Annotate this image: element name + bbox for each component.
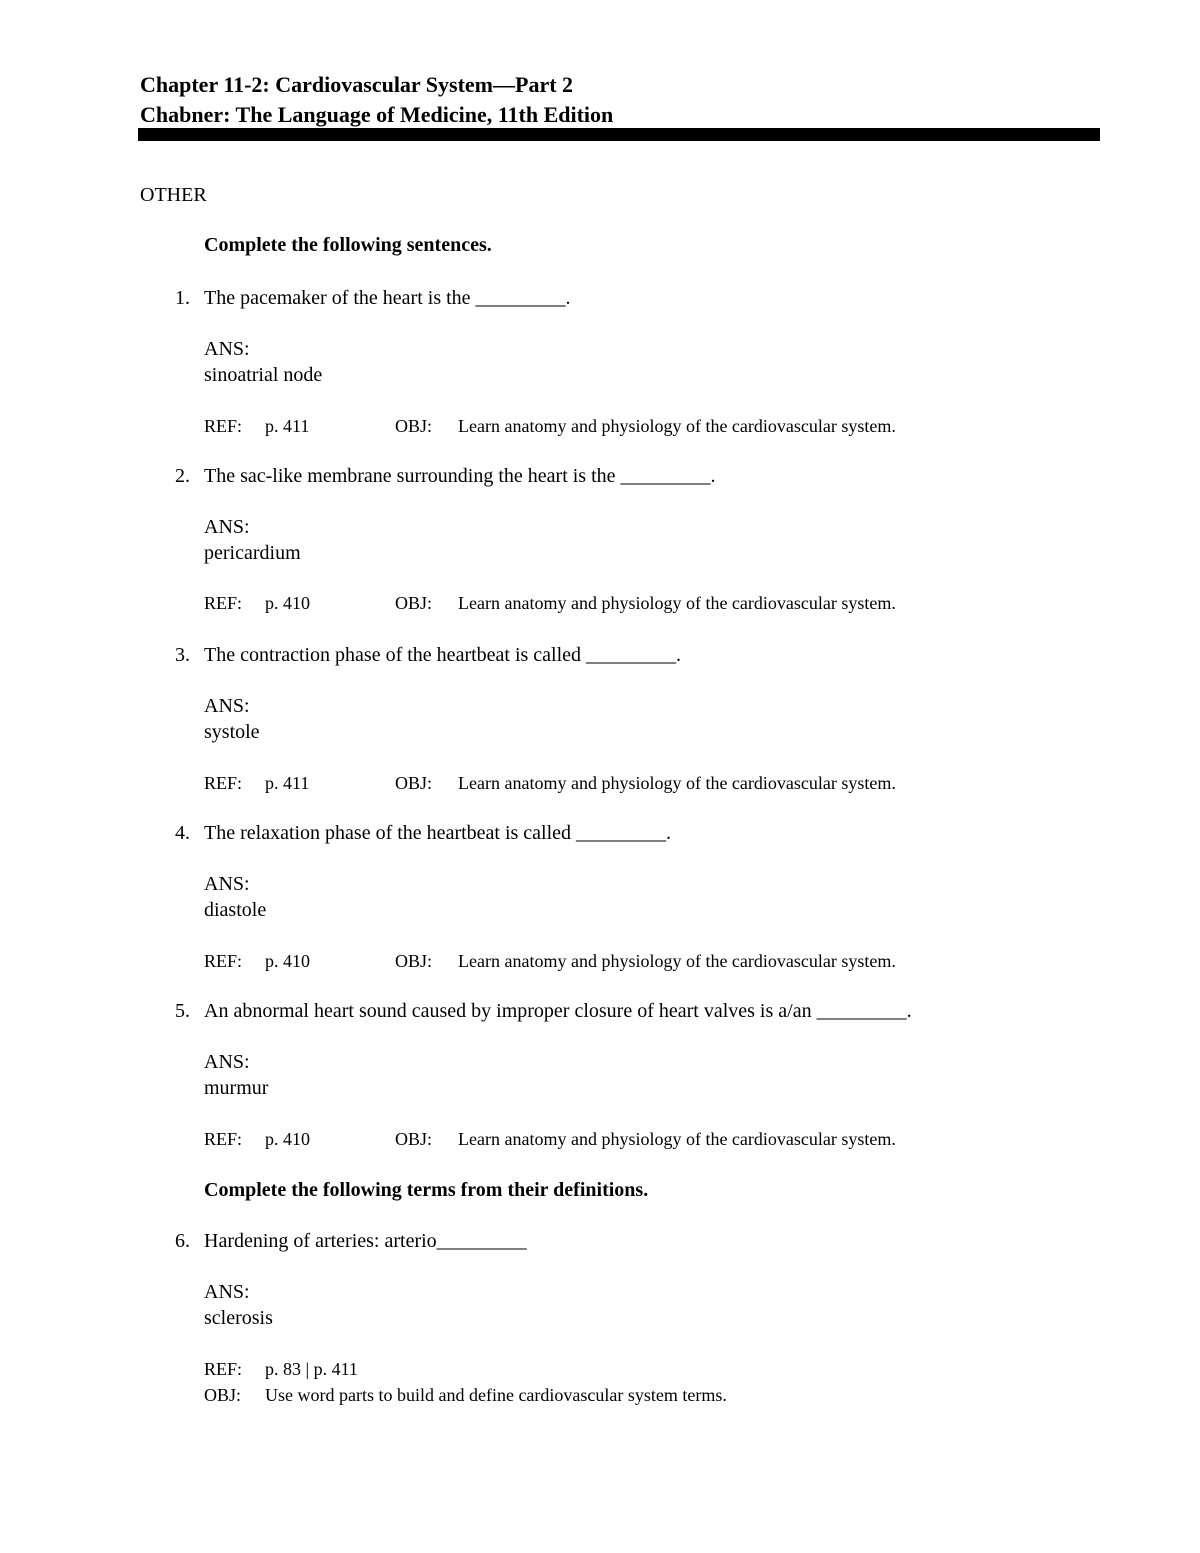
question-number: 3. <box>175 644 190 666</box>
question-number: 1. <box>175 287 190 309</box>
question-text: The pacemaker of the heart is the _________. <box>204 287 571 309</box>
obj-label: OBJ: <box>395 773 433 793</box>
ref-value: p. 410 <box>265 1129 310 1149</box>
obj-value: Learn anatomy and physiology of the cardiovascular system. <box>458 773 896 793</box>
question-text: The contraction phase of the heartbeat is called _________. <box>204 644 682 666</box>
obj-label: OBJ: <box>395 951 433 971</box>
question-text: The sac-like membrane surrounding the heart is the _________. <box>204 465 716 487</box>
answer-label: ANS: <box>204 338 250 360</box>
obj-label: OBJ: <box>204 1385 242 1405</box>
ref-value: p. 410 <box>265 951 310 971</box>
obj-value: Learn anatomy and physiology of the cardiovascular system. <box>458 416 896 436</box>
obj-value: Learn anatomy and physiology of the cardiovascular system. <box>458 951 896 971</box>
answer-value: systole <box>204 721 260 743</box>
obj-label: OBJ: <box>395 1129 433 1149</box>
answer-value: murmur <box>204 1077 269 1099</box>
answer-label: ANS: <box>204 1051 250 1073</box>
chapter-title: Chapter 11-2: Cardiovascular System—Part 2 <box>140 72 574 97</box>
answer-label: ANS: <box>204 1281 250 1303</box>
section-label: OTHER <box>140 184 207 206</box>
answer-value: pericardium <box>204 542 301 564</box>
obj-value: Learn anatomy and physiology of the cardiovascular system. <box>458 1129 896 1149</box>
ref-value: p. 83 | p. 411 <box>265 1359 358 1379</box>
answer-label: ANS: <box>204 516 250 538</box>
question-number: 4. <box>175 822 190 844</box>
obj-value: Use word parts to build and define cardiovascular system terms. <box>265 1385 727 1405</box>
ref-label: REF: <box>204 1129 243 1149</box>
ref-label: REF: <box>204 416 243 436</box>
obj-value: Learn anatomy and physiology of the cardiovascular system. <box>458 593 896 613</box>
instruction-terms: Complete the following terms from their definitions. <box>204 1179 649 1201</box>
answer-value: sclerosis <box>204 1307 273 1329</box>
ref-label: REF: <box>204 951 243 971</box>
answer-label: ANS: <box>204 695 250 717</box>
answer-value: diastole <box>204 899 267 921</box>
answer-label: ANS: <box>204 873 250 895</box>
ref-label: REF: <box>204 773 243 793</box>
ref-label: REF: <box>204 593 243 613</box>
book-title: Chabner: The Language of Medicine, 11th Edition <box>140 102 614 127</box>
question-text: Hardening of arteries: arterio_________ <box>204 1230 527 1252</box>
ref-value: p. 410 <box>265 593 310 613</box>
ref-value: p. 411 <box>265 773 310 793</box>
header-rule <box>138 128 1100 141</box>
question-text: An abnormal heart sound caused by improper closure of heart valves is a/an _________. <box>204 1000 912 1022</box>
obj-label: OBJ: <box>395 416 433 436</box>
question-number: 5. <box>175 1000 190 1022</box>
ref-value: p. 411 <box>265 416 310 436</box>
ref-label: REF: <box>204 1359 243 1379</box>
instruction-sentences: Complete the following sentences. <box>204 234 492 256</box>
question-text: The relaxation phase of the heartbeat is called _________. <box>204 822 672 844</box>
question-number: 6. <box>175 1230 190 1252</box>
answer-value: sinoatrial node <box>204 364 323 386</box>
question-number: 2. <box>175 465 190 487</box>
obj-label: OBJ: <box>395 593 433 613</box>
